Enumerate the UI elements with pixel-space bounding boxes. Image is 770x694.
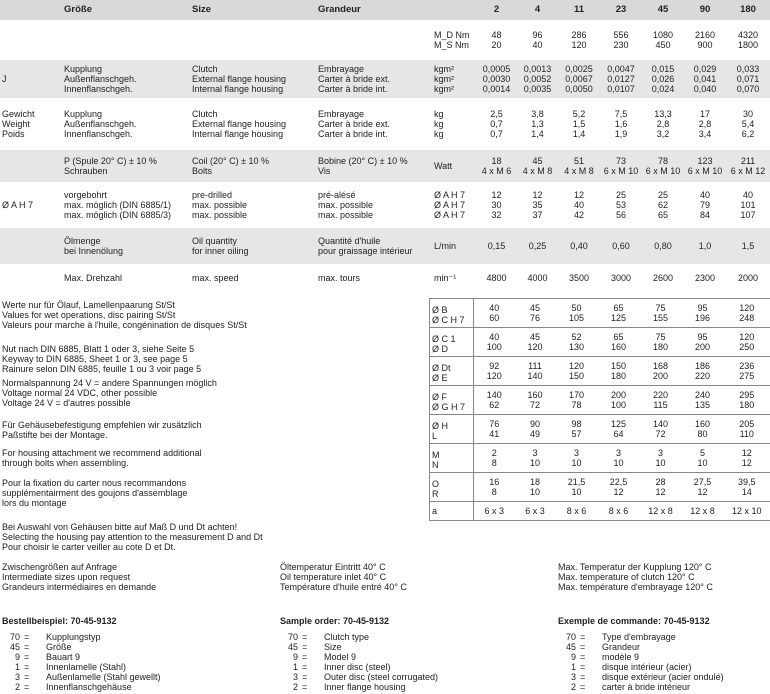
order-code: 1 (14, 662, 20, 672)
order-code: 70 (9, 632, 20, 642)
equals-sign: = (302, 632, 308, 642)
order-description: Inner disc (steel) (324, 662, 391, 672)
spec-label: Ölmenge bei Innenölung (62, 228, 190, 264)
order-code: 2 (292, 682, 298, 692)
dimension-label: Ø B Ø C H 7 (430, 299, 474, 328)
order-title: Sample order: 70-45-9132 (280, 616, 390, 626)
spec-value: 30 5,4 6,2 (726, 102, 770, 146)
dimension-value: 125 64 (598, 415, 640, 444)
spec-value: 0,0025 0,0067 0,0050 (558, 60, 600, 98)
dimension-value: 12 x 8 (682, 502, 724, 521)
order-item (558, 682, 724, 692)
spec-value: 0,80 (642, 228, 684, 264)
size-col-header: 2 (476, 0, 517, 20)
spec-value: 0,0013 0,0052 0,0035 (517, 60, 558, 98)
dimension-value: 168 200 (640, 357, 682, 386)
spec-value: 2000 (726, 268, 770, 288)
spec-unit: Watt (432, 150, 476, 182)
dimension-value: 2 8 (474, 444, 515, 473)
order-description: Outer disc (steel corrugated) (324, 672, 439, 682)
order-item (280, 682, 438, 692)
equals-sign: = (302, 672, 308, 682)
note-block: Für Gehäusebefestigung empfehlen wir zusätzlich Paßstifte bei der Montage. (2, 420, 202, 440)
order-description: Inner flange housing (324, 682, 406, 692)
spec-value: 5,2 1,5 1,4 (558, 102, 600, 146)
spec-value: 1,5 (726, 228, 770, 264)
dimension-value: 6 x 3 (474, 502, 515, 521)
equals-sign: = (302, 642, 308, 652)
spec-value: 286 120 (558, 24, 600, 56)
dimension-value: 220 115 (640, 386, 682, 415)
order-description: Type d'embrayage (602, 632, 676, 642)
spec-row (0, 150, 770, 182)
spec-unit: kgm² kgm² kgm² (432, 60, 476, 98)
spec-value: 0,0005 0,0030 0,0014 (476, 60, 517, 98)
footer-sizes-note: Zwischengrößen auf Anfrage Intermediate sizes upon request Grandeurs intermédiaires en demande (2, 562, 157, 592)
spec-unit: M_D Nm M_S Nm (432, 24, 476, 56)
dimension-value: 3 10 (640, 444, 682, 473)
order-description: disque extérieur (acier ondulé) (602, 672, 724, 682)
spec-value: 12 35 37 (517, 186, 558, 224)
order-code: 9 (292, 652, 298, 662)
order-item (280, 652, 438, 662)
spec-value: 2160 900 (684, 24, 726, 56)
spec-value: 1080 450 (642, 24, 684, 56)
spec-label: J (0, 60, 62, 98)
dimension-value: 140 72 (640, 415, 682, 444)
order-item (280, 672, 438, 682)
spec-value: 18 4 x M 6 (476, 150, 517, 182)
dimension-value: 170 78 (556, 386, 598, 415)
spec-value: 3,8 1,3 1,4 (517, 102, 558, 146)
order-item (280, 642, 438, 652)
spec-label: Kupplung Außenflanschgeh. Innenflanschgeh. (62, 60, 190, 98)
order-item (558, 642, 724, 652)
order-description: carter à bride intérieur (602, 682, 691, 692)
spec-value: 25 53 56 (600, 186, 642, 224)
spec-label (0, 268, 62, 288)
order-item (280, 632, 438, 642)
spec-value: 51 4 x M 8 (558, 150, 600, 182)
spec-label: max. speed (190, 268, 316, 288)
spec-label: pré-alésé max. possible max. possible (316, 186, 432, 224)
equals-sign: = (24, 672, 30, 682)
spec-value: 3000 (600, 268, 642, 288)
dimension-value: 120 250 (724, 328, 770, 357)
equals-sign: = (580, 652, 586, 662)
dimension-value: 8 x 6 (556, 502, 598, 521)
dimension-value: 28 12 (640, 473, 682, 502)
order-item (2, 632, 161, 642)
order-description: Grandeur (602, 642, 641, 652)
order-description: Innenlamelle (Stahl) (46, 662, 127, 672)
spec-value: 2300 (684, 268, 726, 288)
header-row (0, 0, 770, 20)
equals-sign: = (24, 652, 30, 662)
spec-label: Quantité d'huile pour graissage intérieur (316, 228, 432, 264)
order-code: 2 (570, 682, 576, 692)
spec-value: 0,033 0,071 0,070 (726, 60, 770, 98)
order-code: 45 (287, 642, 298, 652)
dimension-value: 160 80 (682, 415, 724, 444)
spec-label: max. tours (316, 268, 432, 288)
order-description: Innenflanschgehäuse (46, 682, 132, 692)
spec-value: 4800 (476, 268, 517, 288)
spec-label: Embrayage Carter à bride ext. Carter à bride int. (316, 102, 432, 146)
dimension-value: 236 275 (724, 357, 770, 386)
spec-value: 556 230 (600, 24, 642, 56)
dimension-value: 45 76 (515, 299, 556, 328)
dimension-value: 12 x 8 (640, 502, 682, 521)
spec-label: Ø A H 7 (0, 186, 62, 224)
dimension-value: 75 180 (640, 328, 682, 357)
dimension-value: 111 140 (515, 357, 556, 386)
equals-sign: = (24, 662, 30, 672)
order-item (558, 662, 724, 672)
order-example (2, 616, 161, 692)
dimension-value: 160 72 (515, 386, 556, 415)
dimension-value: 95 196 (682, 299, 724, 328)
dimension-value: 18 10 (515, 473, 556, 502)
spec-value: 48 20 (476, 24, 517, 56)
note-block: For housing attachment we recommend additional through bolts when assembling. (2, 448, 202, 468)
dimension-value: 5 10 (682, 444, 724, 473)
equals-sign: = (24, 682, 30, 692)
spec-label: Oil quantity for inner oiling (190, 228, 316, 264)
spec-label: Max. Drehzahl (62, 268, 190, 288)
order-code: 45 (9, 642, 20, 652)
order-description: Clutch type (324, 632, 370, 642)
spec-label: Bobine (20° C) ± 10 % Vis (316, 150, 432, 182)
order-code: 9 (14, 652, 20, 662)
dimension-label: Ø F Ø G H 7 (430, 386, 474, 415)
dimension-label: a (430, 502, 474, 521)
spec-value: 0,0047 0,0127 0,0107 (600, 60, 642, 98)
dimension-value: 98 57 (556, 415, 598, 444)
dimension-section (0, 298, 770, 554)
spec-label: P (Spule 20° C) ± 10 % Schrauben (62, 150, 190, 182)
size-col-header: 90 (684, 0, 726, 20)
order-description: disque intérieur (acier) (602, 662, 692, 672)
dimension-value: 3 10 (515, 444, 556, 473)
note-block: Bei Auswahl von Gehäusen bitte auf Maß D und Dt achten! Selecting the housing pay attention to the measurement D and Dt Pour choisir le carter veiller au cote D et Dt. (2, 522, 263, 552)
spec-row (0, 228, 770, 264)
spec-label: Clutch External flange housing Internal flange housing (190, 102, 316, 146)
dimension-value: 90 49 (515, 415, 556, 444)
footer-oil-temp: Öltemperatur Eintritt 40° C Oil temperature inlet 40° C Température d'huile entré 40° C (280, 562, 407, 592)
spec-value: 12 40 42 (558, 186, 600, 224)
size-col-header: 180 (726, 0, 770, 20)
dimension-label: Ø Dt Ø E (430, 357, 474, 386)
dimension-value: 205 110 (724, 415, 770, 444)
equals-sign: = (580, 662, 586, 672)
dimension-value: 295 180 (724, 386, 770, 415)
dimension-value: 52 130 (556, 328, 598, 357)
spec-value: 0,60 (600, 228, 642, 264)
order-description: Kupplungstyp (46, 632, 101, 642)
note-block: Nut nach DIN 6885, Blatt 1 oder 3, siehe Seite 5 Keyway to DIN 6885, Sheet 1 or 3, see page 5 Rainure selon DIN 6885, feuille 1 ou 3 voir page 5 (2, 344, 202, 374)
order-code: 9 (570, 652, 576, 662)
equals-sign: = (580, 632, 586, 642)
order-code: 70 (287, 632, 298, 642)
order-item (2, 662, 161, 672)
dimension-value: 200 100 (598, 386, 640, 415)
note-block: Werte nur für Ölauf, Lamellenpaarung St/St Values for wet operations, disc pairing St/St Valeurs pour marche à l'huile, congénination de disques St/St (2, 300, 247, 330)
spec-row (0, 102, 770, 146)
spec-label (0, 150, 62, 182)
spec-value: 17 2,8 3,4 (684, 102, 726, 146)
spec-value: 13,3 2,8 3,2 (642, 102, 684, 146)
spec-value: 0,015 0,026 0,024 (642, 60, 684, 98)
spec-label: Kupplung Außenflanschgeh. Innenflanschgeh. (62, 102, 190, 146)
order-code: 2 (14, 682, 20, 692)
dimension-label: O R (430, 473, 474, 502)
spec-value: 0,40 (558, 228, 600, 264)
size-col-header: 4 (517, 0, 558, 20)
spec-label: vorgebohrt max. möglich (DIN 6885/1) max. möglich (DIN 6885/3) (62, 186, 190, 224)
dimension-label: Ø H L (430, 415, 474, 444)
dimension-value: 39,5 14 (724, 473, 770, 502)
order-item (2, 672, 161, 682)
spec-value: 123 6 x M 10 (684, 150, 726, 182)
dimension-value: 27,5 12 (682, 473, 724, 502)
dimension-value: 92 120 (474, 357, 515, 386)
spec-value: 7,5 1,6 1,9 (600, 102, 642, 146)
dimension-value: 65 160 (598, 328, 640, 357)
spec-label (190, 24, 316, 56)
order-item (558, 672, 724, 682)
size-col-header: 45 (642, 0, 684, 20)
spec-label: Gewicht Weight Poids (0, 102, 62, 146)
spec-value: 25 62 65 (642, 186, 684, 224)
spec-unit: kg kg kg (432, 102, 476, 146)
spec-unit: min⁻¹ (432, 268, 476, 288)
note-block: Pour la fixation du carter nous recommandons supplémentairment des goujons d'assemblage lors du montage (2, 478, 188, 508)
spec-label: pre-drilled max. possible max. possible (190, 186, 316, 224)
header-fr: Grandeur (316, 0, 432, 20)
spec-value: 211 6 x M 12 (726, 150, 770, 182)
dimension-value: 75 155 (640, 299, 682, 328)
spec-value: 1,0 (684, 228, 726, 264)
size-col-header: 11 (558, 0, 600, 20)
order-title: Bestellbeispiel: 70-45-9132 (2, 616, 117, 626)
equals-sign: = (24, 632, 30, 642)
spec-value: 2600 (642, 268, 684, 288)
dimension-label: M N (430, 444, 474, 473)
dimension-label: Ø C 1 Ø D (430, 328, 474, 357)
equals-sign: = (580, 672, 586, 682)
order-description: Außenlamelle (Stahl gewellt) (46, 672, 161, 682)
equals-sign: = (24, 642, 30, 652)
footer-clutch-temp: Max. Temperatur der Kupplung 120° C Max. temperature of clutch 120° C Max. température d'embrayage 120° C (558, 562, 713, 592)
order-code: 45 (565, 642, 576, 652)
spec-label: Coil (20° C) ± 10 % Bolts (190, 150, 316, 182)
size-col-header: 23 (600, 0, 642, 20)
spec-table (0, 0, 770, 288)
equals-sign: = (302, 662, 308, 672)
dimension-value: 140 62 (474, 386, 515, 415)
order-item (280, 662, 438, 672)
dimension-value: 45 120 (515, 328, 556, 357)
dimension-value: 120 150 (556, 357, 598, 386)
order-code: 3 (14, 672, 20, 682)
dimension-row (430, 502, 770, 521)
spec-value: 3500 (558, 268, 600, 288)
dimension-value: 6 x 3 (515, 502, 556, 521)
order-code: 3 (292, 672, 298, 682)
dimension-value: 240 135 (682, 386, 724, 415)
spec-label (0, 24, 62, 56)
dimension-value: 150 180 (598, 357, 640, 386)
dimension-value: 22,5 12 (598, 473, 640, 502)
spec-label: Embrayage Carter à bride ext. Carter à bride int. (316, 60, 432, 98)
dimension-value: 3 10 (598, 444, 640, 473)
spec-value: 4000 (517, 268, 558, 288)
spec-value: 45 4 x M 8 (517, 150, 558, 182)
spec-value: 73 6 x M 10 (600, 150, 642, 182)
equals-sign: = (580, 682, 586, 692)
spec-row (0, 186, 770, 224)
order-code: 1 (292, 662, 298, 672)
dimension-value: 40 60 (474, 299, 515, 328)
spec-value: 2,5 0,7 0,7 (476, 102, 517, 146)
spec-value: 78 6 x M 10 (642, 150, 684, 182)
dimension-value: 186 220 (682, 357, 724, 386)
spec-label (62, 24, 190, 56)
dimension-value: 16 8 (474, 473, 515, 502)
dimension-value: 21,5 10 (556, 473, 598, 502)
order-code: 1 (570, 662, 576, 672)
order-example (558, 616, 724, 692)
dimension-value: 12 12 (724, 444, 770, 473)
order-description: Größe (46, 642, 72, 652)
dimension-value: 95 200 (682, 328, 724, 357)
spec-value: 40 79 84 (684, 186, 726, 224)
spec-label (0, 228, 62, 264)
order-item (2, 642, 161, 652)
spec-unit: L/min (432, 228, 476, 264)
spec-value: 0,25 (517, 228, 558, 264)
order-code: 3 (570, 672, 576, 682)
spec-unit: Ø A H 7 Ø A H 7 Ø A H 7 (432, 186, 476, 224)
dimension-value: 8 x 6 (598, 502, 640, 521)
dimension-value: 120 248 (724, 299, 770, 328)
order-code: 70 (565, 632, 576, 642)
order-description: Bauart 9 (46, 652, 81, 662)
spec-row (0, 60, 770, 98)
spec-value: 0,15 (476, 228, 517, 264)
dimension-value: 12 x 10 (724, 502, 770, 521)
spec-label (316, 24, 432, 56)
dimension-value: 40 100 (474, 328, 515, 357)
spec-row (0, 268, 770, 288)
order-item (558, 652, 724, 662)
dimension-value: 65 125 (598, 299, 640, 328)
spec-label: Clutch External flange housing Internal flange housing (190, 60, 316, 98)
header-de: Größe (62, 0, 190, 20)
spec-value: 12 30 32 (476, 186, 517, 224)
order-title: Exemple de commande: 70-45-9132 (558, 616, 710, 626)
note-block: Normalspannung 24 V = andere Spannungen möglich Voltage normal 24 VDC, other possible Voltage 24 V = d'autres possible (2, 378, 217, 408)
equals-sign: = (302, 682, 308, 692)
spec-value: 96 40 (517, 24, 558, 56)
spec-value: 40 101 107 (726, 186, 770, 224)
order-item (2, 682, 161, 692)
spec-value: 0,029 0,041 0,040 (684, 60, 726, 98)
header-en: Size (190, 0, 316, 20)
equals-sign: = (580, 642, 586, 652)
order-example (280, 616, 438, 692)
dimension-value: 3 10 (556, 444, 598, 473)
spec-value: 4320 1800 (726, 24, 770, 56)
order-description: modèle 9 (602, 652, 640, 662)
order-description: Size (324, 642, 342, 652)
order-description: Model 9 (324, 652, 357, 662)
spec-row (0, 24, 770, 56)
dimension-value: 50 105 (556, 299, 598, 328)
equals-sign: = (302, 652, 308, 662)
dimension-value: 76 41 (474, 415, 515, 444)
order-item (2, 652, 161, 662)
order-item (558, 632, 724, 642)
dimension-table (429, 298, 770, 521)
